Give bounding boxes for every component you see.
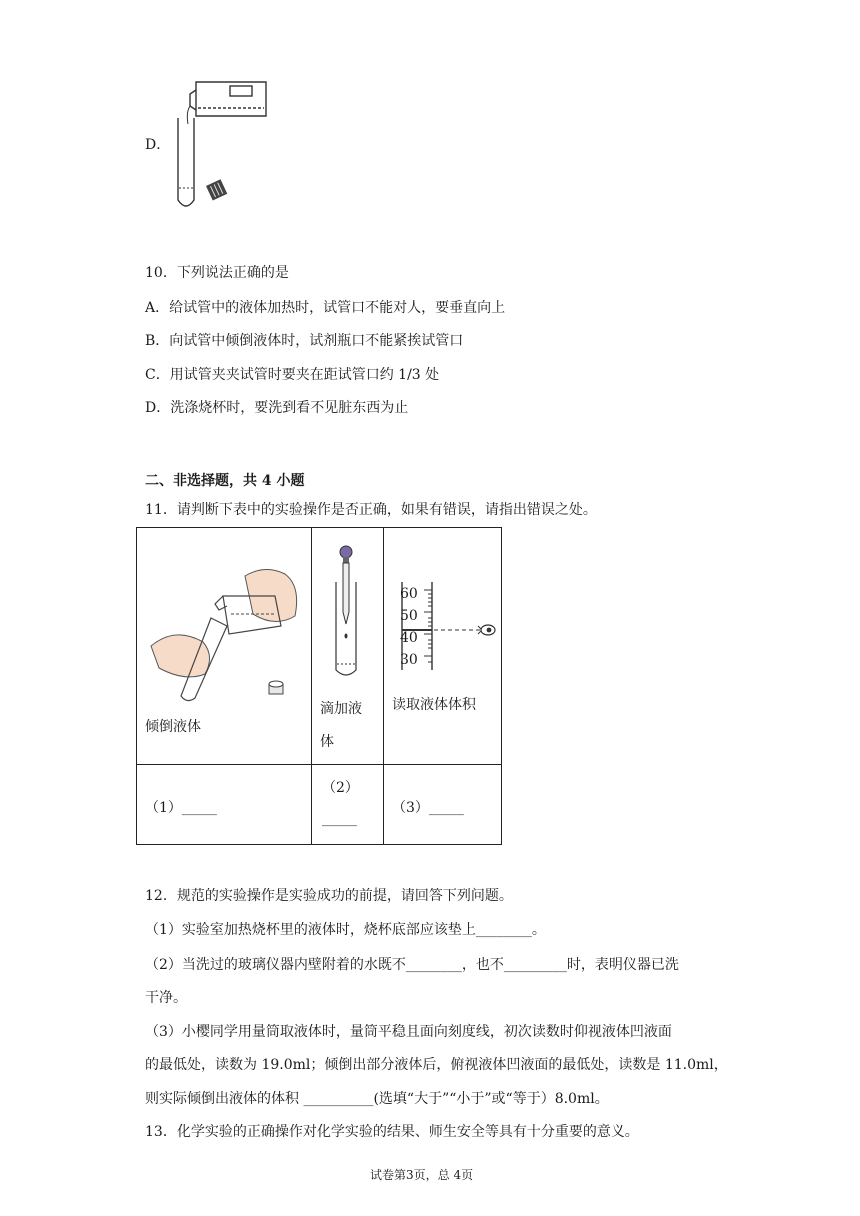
q11-answer-2 xyxy=(312,765,384,845)
q10-option-b: B．向试管中倾倒液体时，试剂瓶口不能紧挨试管口 xyxy=(145,333,464,349)
dropper-figure xyxy=(328,542,364,682)
tick-60: 60 xyxy=(400,586,418,602)
q11-label-drop-1: 滴加液 xyxy=(320,701,362,717)
q12-stem: 12．规范的实验操作是实验成功的前提，请回答下列问题。 xyxy=(145,888,513,904)
q11-stem: 11．请判断下表中的实验操作是否正确，如果有错误，请指出错误之处。 xyxy=(145,502,597,518)
tick-50: 50 xyxy=(400,608,418,624)
q12-part3-line1: （3）小樱同学用量筒取液体时，量筒平稳且面向刻度线，初次读数时仰视液体凹液面 xyxy=(145,1024,672,1040)
q10-option-c: C．用试管夹夹试管时要夹在距试管口约 1/3 处 xyxy=(145,367,440,383)
q10-stem: 10．下列说法正确的是 xyxy=(145,265,289,281)
q11-answer-3-text: （3）_____ xyxy=(392,800,464,816)
q11-answer-3 xyxy=(384,765,502,845)
q11-cell-read xyxy=(384,528,502,765)
page-footer: 试卷第3页，总 4页 xyxy=(370,1168,474,1182)
q12-part3-line3: 则实际倾倒出液体的体积 __________(选填“大于”“小于”或“等于）8.0ml。 xyxy=(145,1091,609,1107)
q11-label-read: 读取液体体积 xyxy=(392,697,476,713)
q11-table xyxy=(136,527,502,845)
q12-part2-line2: 干净。 xyxy=(145,990,187,1006)
option-d-figure xyxy=(166,78,276,214)
tick-30: 30 xyxy=(400,652,418,668)
q11-answer-1-text: （1）_____ xyxy=(145,800,217,816)
q10-option-a: A．给试管中的液体加热时，试管口不能对人，要垂直向上 xyxy=(145,300,506,316)
q11-cell-pour xyxy=(137,528,312,765)
option-d-label: D． xyxy=(145,137,171,153)
q12-part2-line1: （2）当洗过的玻璃仪器内壁附着的水既不________，也不_________时，表明仪器已洗 xyxy=(145,957,679,973)
pour-liquid-figure xyxy=(145,556,305,706)
q11-answer-2-text: （2） xyxy=(322,780,359,796)
q11-answer-2-blank: _____ xyxy=(322,811,357,827)
tick-40: 40 xyxy=(400,630,418,646)
q11-answer-1 xyxy=(137,765,312,845)
q11-cell-drop xyxy=(312,528,384,765)
q13-stem: 13．化学实验的正确操作对化学实验的结果、师生安全等具有十分重要的意义。 xyxy=(145,1124,639,1140)
q10-option-d: D．洗涤烧杯时，要洗到看不见脏东西为止 xyxy=(145,400,409,416)
q12-part1: （1）实验室加热烧杯里的液体时，烧杯底部应该垫上________。 xyxy=(145,922,546,938)
q11-label-drop-2: 体 xyxy=(320,734,334,750)
q12-part3-line2: 的最低处，读数为 19.0ml；倾倒出部分液体后，俯视液体凹液面的最低处，读数是 11.0ml， xyxy=(145,1057,728,1073)
q11-label-pour: 倾倒液体 xyxy=(145,719,201,735)
section-title: 二、非选择题，共 4 小题 xyxy=(145,473,305,489)
